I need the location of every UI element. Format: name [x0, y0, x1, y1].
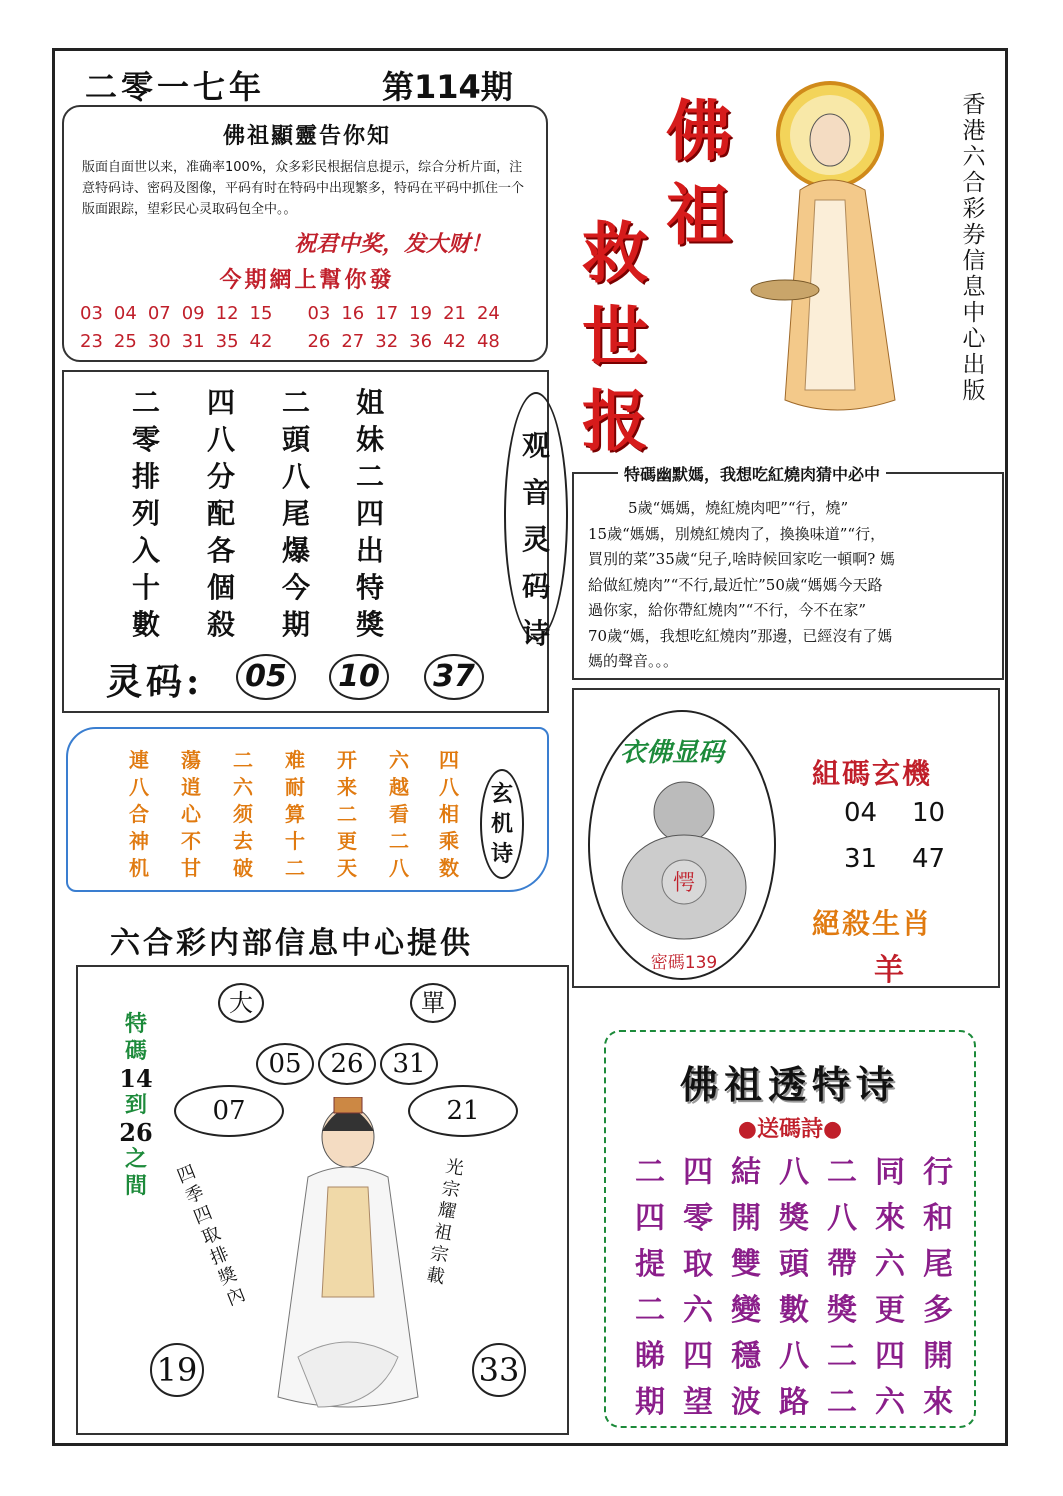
- tou-char: 來: [875, 1201, 905, 1236]
- xuanji-char: 开: [337, 748, 357, 772]
- title-char: 码: [521, 570, 550, 603]
- poem-char: 殺: [206, 608, 235, 641]
- tou-char: 睇: [635, 1339, 665, 1374]
- zuma-box: [572, 688, 1000, 988]
- tou-char: 開: [731, 1201, 761, 1236]
- number: 30: [147, 331, 171, 352]
- tou-char: 頭: [779, 1247, 809, 1282]
- tou-column: [774, 1150, 814, 1426]
- number: 32: [375, 331, 399, 352]
- tou-char: 帶: [827, 1247, 857, 1282]
- xuanji-char: 不: [181, 829, 201, 853]
- xuanji-char: 来: [337, 775, 357, 799]
- poem-char: 二: [281, 386, 310, 419]
- xuanji-char: 看: [389, 802, 409, 826]
- poem-char: 二: [355, 460, 384, 493]
- right-vertical-poem: 光 宗 耀 祖 宗 載: [424, 1155, 466, 1289]
- number: 17: [375, 303, 399, 324]
- tou-char: 六: [683, 1293, 713, 1328]
- poem-char: 獎: [355, 608, 384, 641]
- tou-char: 獎: [779, 1201, 809, 1236]
- tou-char: 同: [875, 1155, 905, 1190]
- tou-char: 變: [731, 1293, 761, 1328]
- guanyin-standing-illustration: [745, 60, 945, 420]
- notice-box: [62, 105, 548, 362]
- number-row-2: [80, 331, 500, 352]
- title-char: 观: [521, 429, 550, 462]
- dao-char: 到: [124, 1092, 147, 1118]
- zuma-number: 31: [844, 844, 878, 874]
- number: 03: [80, 303, 103, 324]
- tou-char: 提: [635, 1247, 665, 1282]
- tou-char: 更: [875, 1293, 905, 1328]
- joke-line: 70歲“媽，我想吃紅燒肉”那邊，已經沒有了媽: [588, 626, 893, 645]
- xuanji-char: 心: [181, 802, 201, 826]
- poem-char: 四: [355, 497, 384, 530]
- poem-char: 配: [206, 497, 235, 530]
- xuanji-char: 蕩: [181, 748, 201, 772]
- number-oval: 31: [380, 1043, 438, 1085]
- xuanji-char: 六: [233, 775, 253, 799]
- xuanji-char: 破: [233, 856, 253, 880]
- poem-char: 八: [281, 460, 310, 493]
- poem-char: 八: [206, 423, 235, 456]
- xuanji-char: 甘: [181, 856, 201, 880]
- poem-char: 出: [355, 534, 384, 567]
- xuanji-char: 神: [129, 829, 149, 853]
- tou-char: 六: [875, 1247, 905, 1282]
- joke-title: 特碼幽默媽，我想吃紅燒肉猜中必中: [618, 462, 886, 485]
- number: 42: [249, 331, 273, 352]
- guanyin-title-oval: [504, 392, 568, 650]
- title-char: 机: [490, 811, 513, 837]
- poem-char: 十: [131, 571, 160, 604]
- tou-poem-box: [604, 1030, 976, 1428]
- tou-char: 開: [923, 1339, 953, 1374]
- tou-poem-title: 佛祖透特诗: [679, 1062, 900, 1107]
- xuanji-char: 八: [389, 856, 409, 880]
- poem-char: 數: [131, 608, 160, 641]
- xuanji-char: 天: [337, 856, 357, 880]
- number-oval: 26: [318, 1043, 376, 1085]
- xuanji-char: 更: [337, 829, 357, 853]
- xuanji-char: 連: [129, 748, 149, 772]
- xuanji-char: 相: [439, 802, 459, 826]
- notice-body: 版面自面世以来，准确率100%，众多彩民根据信息提示，综合分析片面，注意特码诗、密码及图像，平码有时在特码中出现繁多，特码在平码中抓住一个版面跟踪，望彩民心灵取码包全中。。: [82, 160, 525, 217]
- number: 26: [307, 331, 331, 352]
- joke-line: 15歲“媽媽，別燒紅燒肉了，換換味道”“行，: [588, 524, 886, 543]
- poem-char: 四: [206, 386, 235, 419]
- joke-line: 給做紅燒肉”“不行,最近忙”50歲“媽媽今天路: [588, 575, 883, 594]
- da-badge: 大: [218, 983, 264, 1023]
- tou-char: 行: [923, 1155, 953, 1190]
- number: 36: [409, 331, 433, 352]
- xuanji-char: 机: [129, 856, 149, 880]
- number: 07: [147, 303, 171, 324]
- tou-column: [870, 1150, 910, 1426]
- xuanji-char: 逍: [181, 775, 201, 799]
- tou-char: 二: [827, 1339, 857, 1374]
- song-ma-title: ●送碼詩●: [737, 1116, 843, 1142]
- special-from: 14: [119, 1064, 153, 1093]
- poem-char: 個: [206, 571, 235, 604]
- year-label: 二零一七年: [85, 68, 266, 106]
- poem-char: 期: [281, 608, 310, 641]
- poem-column: [276, 384, 316, 643]
- special-label-char: 特: [124, 1011, 147, 1037]
- center-title: 六合彩内部信息中心提供: [110, 926, 473, 961]
- tou-char: 期: [635, 1385, 665, 1420]
- number: 27: [341, 331, 365, 352]
- tou-column: [918, 1150, 958, 1426]
- guanyin-seated-illustration: [248, 1097, 448, 1417]
- tou-char: 八: [779, 1339, 809, 1374]
- tou-char: 取: [683, 1247, 713, 1282]
- xuanji-column: [332, 747, 362, 882]
- tou-column: [822, 1150, 862, 1426]
- jueshao-title: 絕殺生肖: [812, 907, 933, 940]
- tou-char: 結: [731, 1155, 761, 1190]
- ling-code-label: 灵码:: [106, 661, 204, 703]
- xuanji-column: [124, 747, 154, 882]
- jian-char: 間: [124, 1173, 147, 1199]
- xuanji-title: [482, 779, 522, 869]
- tou-char: 六: [875, 1385, 905, 1420]
- xuanji-char: 八: [439, 775, 459, 799]
- joke-line: 5歲“媽媽，燒紅燒肉吧”“行，燒”: [628, 499, 849, 517]
- number: 19: [409, 303, 433, 324]
- number: 25: [113, 331, 137, 352]
- title-char: 音: [521, 476, 550, 509]
- number: 12: [215, 303, 239, 324]
- foxian-title: 衣佛显码: [620, 738, 725, 768]
- xuanji-char: 四: [439, 748, 459, 772]
- tou-char: 四: [683, 1339, 713, 1374]
- bottom-image-box: [76, 965, 569, 1435]
- number: 09: [181, 303, 205, 324]
- poem-char: 爆: [281, 534, 310, 567]
- poem-char: 二: [131, 386, 160, 419]
- xuanji-column: [228, 747, 258, 882]
- jueshao-value: 羊: [874, 953, 904, 988]
- poem-column: [350, 384, 390, 643]
- poem-char: 列: [131, 497, 160, 530]
- guanyin-poem-title: [506, 422, 566, 657]
- tou-char: 二: [635, 1155, 665, 1190]
- xuanji-char: 二: [337, 802, 357, 826]
- corner-number: 19: [150, 1343, 204, 1397]
- zuma-title: 組碼玄機: [812, 757, 933, 790]
- ling-code-ball: 05: [236, 654, 296, 700]
- number: 35: [215, 331, 239, 352]
- tou-char: 波: [731, 1385, 761, 1420]
- buddha-oval: [588, 710, 776, 980]
- number: 31: [181, 331, 205, 352]
- joke-line: 媽的聲音。。。: [588, 652, 679, 670]
- title-char: 诗: [490, 841, 513, 867]
- joke-box: [572, 465, 1004, 680]
- poem-char: 頭: [281, 423, 310, 456]
- number-oval: 05: [256, 1043, 314, 1085]
- poem-char: 尾: [281, 497, 310, 530]
- number: 04: [113, 303, 137, 324]
- masthead-char: 报: [582, 382, 648, 460]
- xuanji-char: 二: [389, 829, 409, 853]
- special-to: 26: [119, 1118, 153, 1147]
- belly-char: 愕: [672, 871, 696, 896]
- tou-char: 獎: [827, 1293, 857, 1328]
- tou-char: 多: [923, 1293, 953, 1328]
- tou-char: 路: [779, 1385, 809, 1420]
- xuanji-char: 耐: [285, 775, 305, 799]
- tou-char: 穩: [731, 1339, 761, 1374]
- xuanji-title-oval: [480, 769, 524, 879]
- tou-char: 數: [779, 1293, 809, 1328]
- number-oval: 21: [408, 1085, 518, 1137]
- number-row-1: [80, 303, 500, 324]
- xuanji-char: 数: [439, 856, 459, 880]
- poem-char: 入: [131, 534, 160, 567]
- tou-char: 四: [875, 1339, 905, 1374]
- xuanji-column: [384, 747, 414, 882]
- xuanji-char: 十: [285, 829, 305, 853]
- poem-char: 姐: [355, 386, 384, 419]
- number: 42: [443, 331, 466, 352]
- zuma-number: 47: [912, 844, 946, 874]
- poem-char: 特: [355, 571, 384, 604]
- ling-code-ball: 37: [424, 654, 484, 700]
- issue-number: 第114期: [382, 68, 513, 106]
- help-title: 今期網上幫你發: [219, 267, 395, 293]
- xuanji-char: 越: [389, 775, 409, 799]
- zuma-number: 10: [912, 798, 946, 828]
- laughing-buddha-illustration: [612, 772, 756, 942]
- tou-char: 望: [683, 1385, 713, 1420]
- tou-column: [630, 1150, 670, 1426]
- tou-char: 尾: [923, 1247, 953, 1282]
- number: 48: [476, 331, 500, 352]
- special-range: [116, 1011, 156, 1200]
- masthead-char: 世: [582, 298, 648, 376]
- tou-char: 二: [635, 1293, 665, 1328]
- congrats-text: 祝君中奖，发大财！: [294, 232, 493, 257]
- title-char: 诗: [521, 617, 550, 650]
- number: 03: [307, 303, 331, 324]
- guanyin-poem-box: [62, 370, 549, 713]
- notice-title: 佛祖顯靈告你知: [222, 123, 391, 149]
- tou-char: 八: [827, 1201, 857, 1236]
- number: 15: [249, 303, 273, 324]
- zuma-number: 04: [844, 798, 878, 828]
- special-label-char: 碼: [124, 1038, 147, 1064]
- left-vertical-poem: 四 季 四 取 排 獎 內: [174, 1161, 249, 1311]
- number-oval: 07: [174, 1085, 284, 1137]
- xuanji-char: 二: [233, 748, 253, 772]
- tou-char: 四: [683, 1155, 713, 1190]
- poem-char: 妹: [355, 423, 384, 456]
- tou-char: 二: [827, 1155, 857, 1190]
- number: 16: [341, 303, 365, 324]
- xuanji-column: [176, 747, 206, 882]
- zhi-char: 之: [124, 1146, 147, 1172]
- poem-char: 排: [131, 460, 160, 493]
- title-char: 玄: [490, 781, 513, 807]
- tou-column: [726, 1150, 766, 1426]
- poem-char: 今: [281, 571, 310, 604]
- joke-line: 過你家，給你帶紅燒肉”“不行，今不在家”: [588, 601, 867, 619]
- tou-column: [678, 1150, 718, 1426]
- xuanji-char: 合: [129, 802, 149, 826]
- xuanji-column: [434, 747, 464, 882]
- title-char: 灵: [521, 523, 550, 556]
- number: 21: [443, 303, 466, 324]
- publisher-vertical: 香 港 六 合 彩 券 信 息 中 心 出 版: [962, 92, 986, 404]
- masthead-char: 救: [582, 214, 648, 292]
- xuanji-char: 难: [285, 748, 305, 772]
- poem-char: 零: [131, 423, 160, 456]
- poem-char: 各: [206, 534, 235, 567]
- xuanji-char: 去: [233, 829, 253, 853]
- masthead-char: 佛: [666, 92, 732, 170]
- xuanji-char: 须: [233, 802, 253, 826]
- tou-char: 和: [923, 1201, 953, 1236]
- tou-char: 雙: [731, 1247, 761, 1282]
- tou-char: 零: [683, 1201, 713, 1236]
- poem-column: [201, 384, 241, 643]
- tou-char: 來: [923, 1385, 953, 1420]
- ling-code-ball: 10: [329, 654, 389, 700]
- joke-body: [588, 496, 998, 675]
- xuanji-column: [280, 747, 310, 882]
- mima-label: 密碼139: [650, 953, 718, 973]
- xuanji-char: 算: [285, 802, 305, 826]
- joke-line: 買別的菜”35歲“兒子,啥時候回家吃一頓啊? 媽: [588, 550, 896, 568]
- dan-badge: 單: [410, 983, 456, 1023]
- xuanji-char: 二: [285, 856, 305, 880]
- poem-column: [126, 384, 166, 643]
- xuanji-char: 八: [129, 775, 149, 799]
- xuanji-char: 乘: [439, 829, 459, 853]
- xuanji-char: 六: [389, 748, 409, 772]
- tou-char: 八: [779, 1155, 809, 1190]
- poem-char: 分: [206, 460, 235, 493]
- corner-number: 33: [472, 1343, 526, 1397]
- tou-char: 二: [827, 1385, 857, 1420]
- number: 23: [80, 331, 103, 352]
- masthead-char: 祖: [666, 176, 732, 254]
- tou-char: 四: [635, 1201, 665, 1236]
- number: 24: [476, 303, 500, 324]
- xuanji-poem-box: [66, 727, 549, 892]
